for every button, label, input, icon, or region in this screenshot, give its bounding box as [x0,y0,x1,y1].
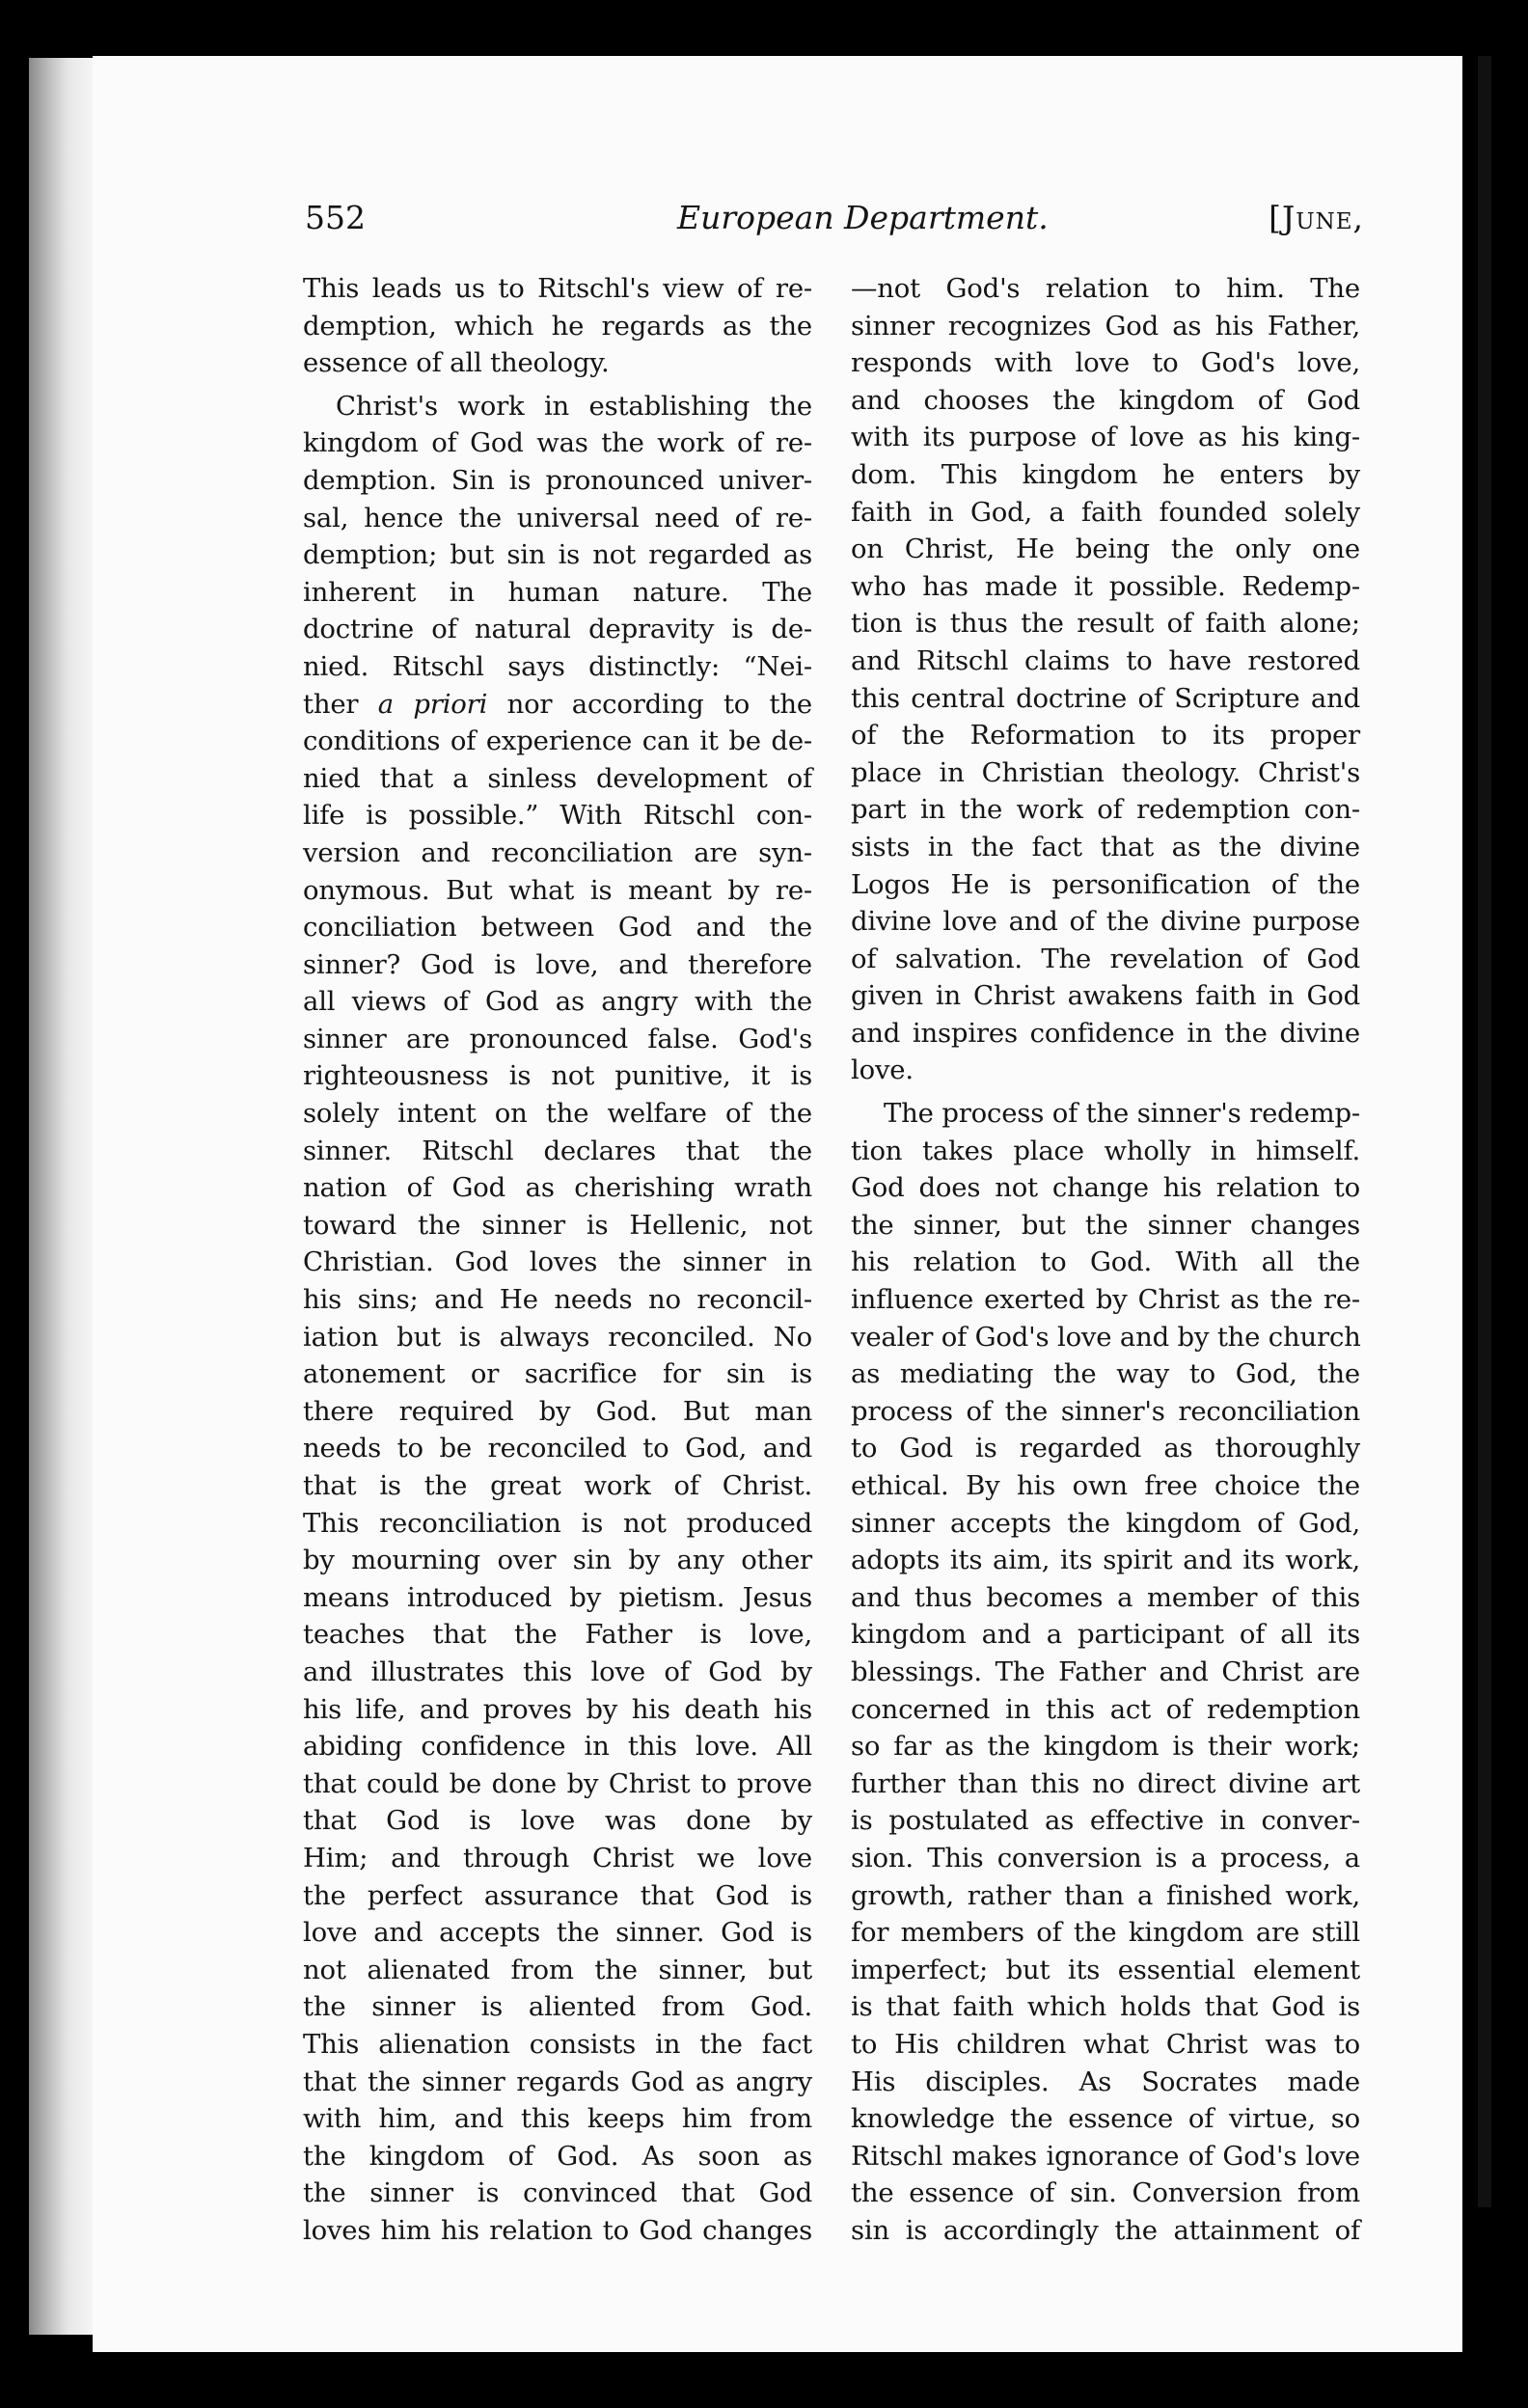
text-line: imperfect; but its essential element [851,1954,1360,1985]
text-line: This reconciliation is not produced [303,1507,812,1539]
text-line: the sinner is convinced that God [303,2177,812,2209]
text-line: faith in God, a faith founded solely [851,496,1360,528]
text-line: given in Christ awakens faith in God [851,980,1360,1012]
text-line: blessings. The Father and Christ are [851,1656,1360,1687]
text-line: that the sinner regards God as angry [303,2066,812,2097]
text-line: His disciples. As Socrates made [851,2066,1360,2097]
text-line: growth, rather than a finished work, [851,1879,1360,1911]
left-text-column [303,270,812,2249]
header-date: [June, [1269,199,1364,236]
text-line: This leads us to Ritschl's view of re- [303,273,812,304]
text-line: sists in the fact that as the divine [851,831,1360,862]
text-line: Logos He is personification of the [851,868,1360,900]
text-line: —not God's relation to him. The [851,273,1360,304]
text-line: influence exerted by Christ as the re- [851,1284,1360,1316]
text-line: to His children what Christ was to [851,2028,1360,2060]
text-line: further than this no direct divine art [851,1767,1360,1799]
text-line: the sinner is aliented from God. [303,1991,812,2023]
text-line: essence of all theology. [303,347,610,379]
text-line: inherent in human nature. The [303,576,812,608]
text-line: is postulated as effective in conver- [851,1805,1360,1837]
text-line: concerned in this act of redemption [851,1693,1360,1725]
text-line: his relation to God. With all the [851,1246,1360,1278]
text-line: that could be done by Christ to prove [303,1767,812,1799]
text-line: his life, and proves by his death his [303,1693,812,1725]
right-text-column [851,270,1360,2249]
text-line: of salvation. The revelation of God [851,943,1360,974]
text-line: this central doctrine of Scripture and [851,682,1360,714]
text-line: sin is accordingly the attainment of [851,2214,1360,2246]
text-line: the kingdom of God. As soon as [303,2140,812,2172]
text-line: conciliation between God and the [303,912,812,944]
text-line: adopts its aim, its spirit and its work, [851,1545,1360,1576]
text-line: sal, hence the universal need of re- [303,502,812,534]
text-line: sinner recognizes God as his Father, [851,310,1360,342]
text-line: tion is thus the result of faith alone; [851,608,1360,640]
text-line: Him; and through Christ we love [303,1842,812,1874]
text-line: for members of the kingdom are still [851,1917,1360,1949]
text-line: Christian. God loves the sinner in [303,1246,812,1278]
text-line: abiding confidence in this love. All [303,1731,812,1763]
text-line: and chooses the kingdom of God [851,384,1360,416]
text-line: This alienation consists in the fact [303,2028,812,2060]
text-line: Ritschl makes ignorance of God's love [851,2140,1360,2172]
text-line: process of the sinner's reconciliation [851,1395,1360,1427]
scan-right-border [1478,56,1491,2207]
text-line: sinner? God is love, and therefore [303,948,812,980]
text-line: nation of God as cherishing wrath [303,1172,812,1204]
text-line: and inspires confidence in the divine [851,1017,1360,1049]
book-binding-edge [29,58,95,2335]
text-line: divine love and of the divine purpose [851,906,1360,938]
text-line: to God is regarded as thoroughly [851,1433,1360,1464]
text-line: vealer of God's love and by the church [851,1321,1361,1353]
text-line: The process of the sinner's redemp- [884,1098,1360,1130]
text-line: who has made it possible. Redemp- [851,570,1360,602]
text-line: sinner accepts the kingdom of God, [851,1507,1360,1539]
text-line: as mediating the way to God, the [851,1358,1360,1390]
text-line: demption, which he regards as the [303,310,812,342]
italic-phrase: a priori [377,688,488,720]
text-line: loves him his relation to God changes [303,2214,812,2246]
text-line: that is the great work of Christ. [303,1470,812,1501]
text-line: nied. Ritschl says distinctly: “Nei- [303,650,812,682]
text-line: teaches that the Father is love, [303,1619,812,1651]
text-line: his sins; and He needs no reconcil- [303,1284,812,1316]
text-line: and thus becomes a member of this [851,1581,1360,1613]
text-line: on Christ, He being the only one [851,534,1360,565]
running-head: European Department. [677,199,1049,236]
text-line: is that faith which holds that God is [851,1991,1360,2023]
text-line: means introduced by pietism. Jesus [303,1581,812,1613]
text-line: kingdom and a participant of all its [851,1619,1360,1651]
text-line: toward the sinner is Hellenic, not [303,1209,812,1241]
text-line: of the Reformation to its proper [851,720,1360,752]
text-line: conditions of experience can it be de- [303,725,812,757]
text-line: love and accepts the sinner. God is [303,1917,812,1949]
text-line: sinner. Ritschl declares that the [303,1135,812,1166]
text-line: with him, and this keeps him from [303,2103,812,2135]
text-line: the essence of sin. Conversion from [851,2177,1360,2209]
text-line: doctrine of natural depravity is de- [303,614,812,645]
text-line: and illustrates this love of God by [303,1656,812,1687]
text-line: God does not change his relation to [851,1172,1360,1204]
text-line: demption. Sin is pronounced univer- [303,464,812,496]
scan-top-border [0,0,1528,56]
text-line: sion. This conversion is a process, a [851,1842,1360,1874]
text-line: dom. This kingdom he enters by [851,458,1360,490]
text-line: nied that a sinless development of [303,762,812,794]
text-line: place in Christian theology. Christ's [851,756,1360,788]
text-line: atonement or sacrifice for sin is [303,1358,812,1390]
text-line: iation but is always reconciled. No [303,1321,812,1353]
text-line: that God is love was done by [303,1805,812,1837]
page-header [305,199,1364,257]
page-number: 552 [305,199,366,236]
text-line: and Ritschl claims to have restored [851,644,1360,676]
text-line: with its purpose of love as his king- [851,422,1360,453]
text-line: life is possible.” With Ritschl con- [303,800,812,832]
text-line: solely intent on the welfare of the [303,1098,812,1130]
text-line: ther a priori nor according to the [303,688,812,720]
text-line: there required by God. But man [303,1395,812,1427]
text-line: tion takes place wholly in himself. [851,1135,1360,1166]
text-line: not alienated from the sinner, but [303,1954,812,1985]
text-line: Christ's work in establishing the [336,390,812,422]
text-line: kingdom of God was the work of re- [303,427,812,459]
text-line: righteousness is not punitive, it is [303,1060,812,1092]
text-line: by mourning over sin by any other [303,1545,812,1576]
text-line: love. [851,1054,914,1086]
text-line: all views of God as angry with the [303,986,812,1018]
text-line: version and reconciliation are syn- [303,836,812,868]
text-line: needs to be reconciled to God, and [303,1433,812,1464]
text-line: demption; but sin is not regarded as [303,539,812,571]
text-line: onymous. But what is meant by re- [303,874,812,906]
text-line: the sinner, but the sinner changes [851,1209,1360,1241]
text-line: so far as the kingdom is their work; [851,1731,1360,1763]
text-line: responds with love to God's love, [851,347,1360,379]
text-line: the perfect assurance that God is [303,1879,812,1911]
text-line: part in the work of redemption con- [851,794,1360,826]
text-line: sinner are pronounced false. God's [303,1023,812,1054]
text-line: ethical. By his own free choice the [851,1470,1360,1501]
text-line: knowledge the essence of virtue, so [851,2103,1360,2135]
